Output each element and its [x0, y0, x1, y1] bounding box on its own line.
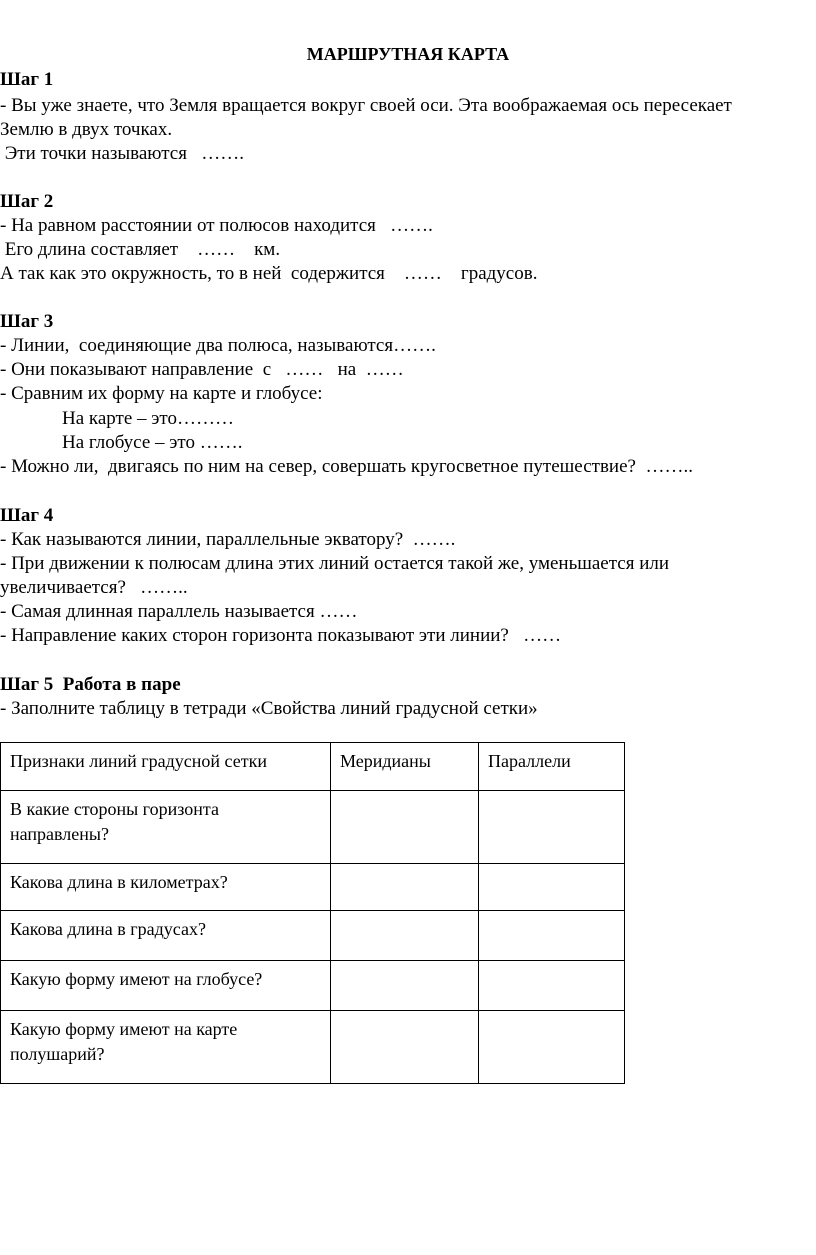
step-3-line-2: - Они показывают направление с …… на …… — [0, 359, 404, 380]
step-3-line-4: На карте – это……… — [62, 408, 234, 429]
table-cell — [331, 791, 479, 864]
step-3-heading: Шаг 3 — [0, 311, 54, 332]
table-row-label: Какую форму имеют на глобусе? — [1, 961, 331, 1011]
step-4-line-2: - При движении к полюсам длина этих линий остается такой же, уменьшается или — [0, 553, 670, 574]
step-4-line-4: - Самая длинная параллель называется …… — [0, 601, 358, 622]
step-4-line-1: - Как называются линии, параллельные экватору? ……. — [0, 529, 456, 550]
step-4-line-5: - Направление каких сторон горизонта показывают эти линии? …… — [0, 625, 562, 646]
step-2-line-2: Его длина составляет …… км. — [0, 239, 281, 260]
step-5-line-1: - Заполните таблицу в тетради «Свойства линий градусной сетки» — [0, 698, 538, 719]
table-row — [1, 911, 625, 961]
table-header-cell: Параллели — [479, 743, 625, 791]
step-1-line-1: - Вы уже знаете, что Земля вращается вокруг своей оси. Эта воображаемая ось пересекает — [0, 95, 732, 116]
table-row — [1, 1011, 625, 1084]
step-3-line-5: На глобусе – это ……. — [62, 432, 243, 453]
table-row-label: Какова длина в километрах? — [1, 864, 331, 911]
step-1-heading: Шаг 1 — [0, 69, 54, 90]
table-cell — [479, 791, 625, 864]
table-cell — [331, 1011, 479, 1084]
step-2-line-1: - На равном расстоянии от полюсов находится ……. — [0, 215, 433, 236]
table-row — [1, 791, 625, 864]
grid-properties-table — [0, 742, 625, 1084]
table-cell — [479, 961, 625, 1011]
step-5-heading: Шаг 5 Работа в паре — [0, 674, 181, 695]
table-header-cell: Меридианы — [331, 743, 479, 791]
step-2-line-3: А так как это окружность, то в ней содержится …… градусов. — [0, 263, 538, 284]
step-1-line-2: Землю в двух точках. — [0, 119, 173, 140]
step-3-line-1: - Линии, соединяющие два полюса, называются……. — [0, 335, 436, 356]
table-row-label: В какие стороны горизонта направлены? — [1, 791, 331, 864]
step-4-line-3: увеличивается? …….. — [0, 577, 188, 598]
table-row — [1, 864, 625, 911]
table-header-cell: Признаки линий градусной сетки — [1, 743, 331, 791]
table-header-row — [1, 743, 625, 791]
page-title: МАРШРУТНАЯ КАРТА — [306, 44, 510, 64]
table-cell — [479, 1011, 625, 1084]
table-cell — [331, 961, 479, 1011]
table-row-label: Какова длина в градусах? — [1, 911, 331, 961]
step-3-line-3: - Сравним их форму на карте и глобусе: — [0, 383, 323, 404]
table-cell — [479, 911, 625, 961]
step-1-line-3: Эти точки называются ……. — [0, 143, 244, 164]
table-cell — [331, 911, 479, 961]
step-4-heading: Шаг 4 — [0, 505, 54, 526]
table-row-label: Какую форму имеют на карте полушарий? — [1, 1011, 331, 1084]
table-cell — [479, 864, 625, 911]
step-2-heading: Шаг 2 — [0, 191, 54, 212]
step-3-line-6: - Можно ли, двигаясь по ним на север, совершать кругосветное путешествие? …….. — [0, 456, 693, 477]
table-cell — [331, 864, 479, 911]
table-row — [1, 961, 625, 1011]
